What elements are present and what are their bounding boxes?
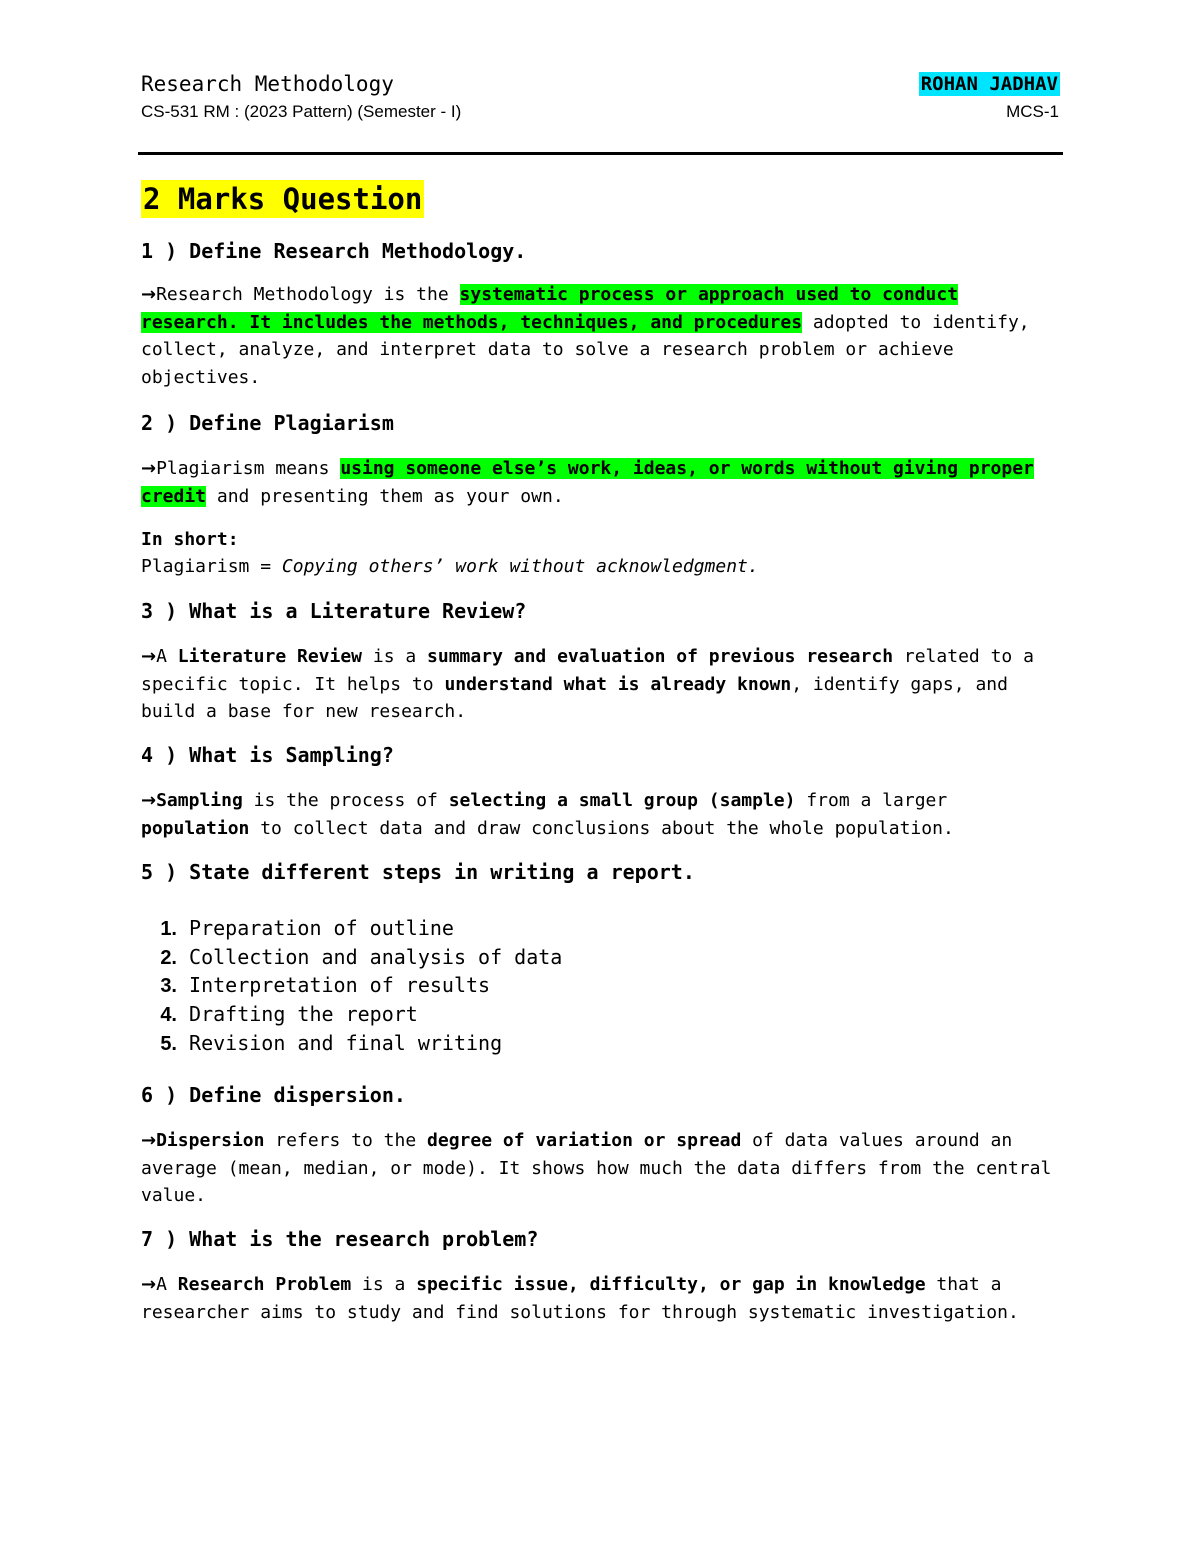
in-short-label: In short: bbox=[141, 529, 239, 550]
header-title: Research Methodology bbox=[141, 72, 394, 96]
in-short-definition: Plagiarism = Copying others’ work without acknowledgment. bbox=[141, 556, 759, 577]
answer-1: →Research Methodology is the systematic process or approach used to conduct research. It includes the methods, techniques, and procedures adopted to identify, collect, analyze, and interpret data to solve a research problem or achieve objectives. bbox=[141, 284, 1030, 388]
answer-4: →Sampling is the process of selecting a small group (sample) from a larger population to collect data and draw conclusions about the whole population. bbox=[141, 790, 954, 839]
list-item: 1. Preparation of outline bbox=[160, 916, 454, 940]
answer-6: →Dispersion refers to the degree of variation or spread of data values around an average (mean, median, or mode). It shows how much the data differs from the central value. bbox=[141, 1130, 1052, 1206]
answer-3: →A Literature Review is a summary and evaluation of previous research related to a specific topic. It helps to understand what is already known, identify gaps, and build a base for new research. bbox=[141, 646, 1034, 722]
question-1: 1 ) Define Research Methodology. bbox=[141, 239, 527, 263]
highlight: using someone else’s work, ideas, or words without giving proper credit bbox=[141, 458, 1034, 507]
answer-2: →Plagiarism means using someone else’s work, ideas, or words without giving proper credit and presenting them as your own. bbox=[141, 458, 1034, 507]
section-title: 2 Marks Question bbox=[143, 182, 423, 216]
author-name: ROHAN JADHAV bbox=[920, 73, 1058, 95]
question-2: 2 ) Define Plagiarism bbox=[141, 411, 394, 435]
list-item: 2. Collection and analysis of data bbox=[160, 944, 563, 969]
question-7: 7 ) What is the research problem? bbox=[141, 1227, 539, 1251]
highlight: systematic process or approach used to conduct research. It includes the methods, techniques, and procedures bbox=[141, 284, 959, 333]
arrow-icon: → bbox=[141, 646, 157, 667]
arrow-icon: → bbox=[141, 284, 157, 305]
question-6: 6 ) Define dispersion. bbox=[141, 1083, 406, 1107]
list-item: 5. Revision and final writing bbox=[160, 1030, 503, 1055]
report-steps-list bbox=[141, 915, 562, 1059]
list-item: 3. Interpretation of results bbox=[160, 973, 491, 998]
arrow-icon: → bbox=[141, 458, 157, 479]
class-label: MCS-1 bbox=[1006, 102, 1059, 121]
arrow-icon: → bbox=[141, 1274, 157, 1295]
arrow-icon: → bbox=[141, 1130, 157, 1151]
question-3: 3 ) What is a Literature Review? bbox=[141, 599, 527, 623]
answer-7: →A Research Problem is a specific issue, difficulty, or gap in knowledge that a researcher aims to study and find solutions for through systematic investigation. bbox=[141, 1274, 1019, 1323]
course-subtitle: CS-531 RM : (2023 Pattern) (Semester - I) bbox=[141, 102, 462, 121]
question-5: 5 ) State different steps in writing a report. bbox=[141, 860, 695, 884]
question-4: 4 ) What is Sampling? bbox=[141, 743, 394, 767]
list-item: 4. Drafting the report bbox=[160, 1002, 418, 1027]
arrow-icon: → bbox=[141, 790, 157, 811]
header-divider bbox=[138, 152, 1063, 155]
